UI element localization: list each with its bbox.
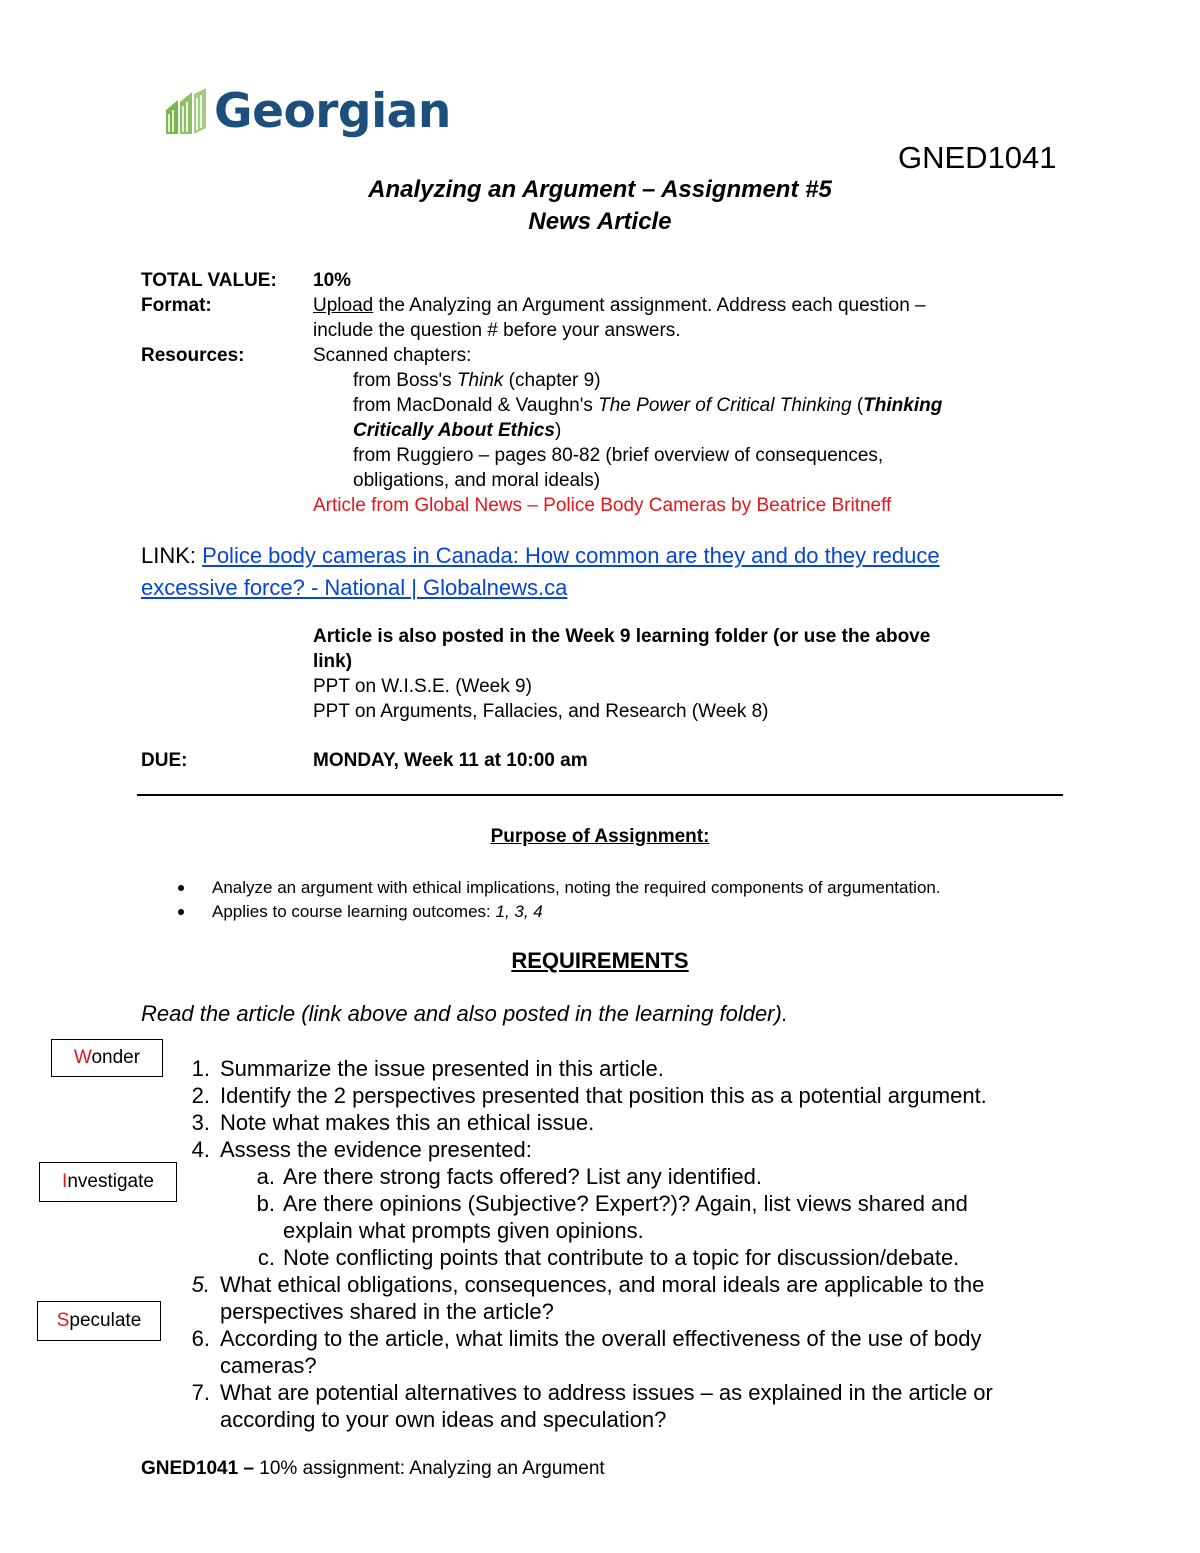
resource-macdonald-2 [353, 420, 561, 442]
speculate-rest: peculate [69, 1310, 142, 1331]
res2-d: Thinking [863, 395, 943, 416]
res2-f: ) [555, 420, 562, 441]
question-text: according to your own ideas and speculation? [220, 1407, 667, 1432]
wonder-rest: onder [91, 1047, 141, 1068]
format-line-1 [313, 295, 926, 317]
footer-text: 10% assignment: Analyzing an Argument [254, 1458, 605, 1479]
res2-e: Critically About Ethics [353, 420, 555, 441]
bullet-icon [178, 909, 184, 915]
question-number: a. [256, 1164, 275, 1189]
format-text-1: the Analyzing an Argument assignment. Address each question – [373, 295, 926, 316]
resource-boss [353, 370, 601, 392]
question-number: c. [257, 1245, 275, 1270]
question-number: 7. [191, 1380, 210, 1405]
resource-macdonald [353, 395, 942, 417]
purpose-bullet-1: Analyze an argument with ethical implications, noting the required components of argumentation. [212, 878, 941, 897]
question-text: Note conflicting points that contribute to a topic for discussion/debate. [283, 1245, 960, 1270]
investigate-first-letter: I [62, 1171, 68, 1192]
question-number: 6. [191, 1326, 210, 1351]
link-label: LINK: [141, 543, 203, 568]
question-text: Note what makes this an ethical issue. [220, 1110, 595, 1135]
question-text: Identify the 2 perspectives presented that position this as a potential argument. [220, 1083, 987, 1108]
question-text: What ethical obligations, consequences, and moral ideals are applicable to the [220, 1272, 985, 1297]
total-value: 10% [313, 270, 352, 291]
purpose-list [178, 876, 941, 924]
format-label: Format: [141, 295, 212, 316]
resources-intro: Scanned chapters: [313, 345, 472, 366]
posted-note-1: Article is also posted in the Week 9 learning folder (or use the above [313, 626, 931, 647]
question-text: Are there opinions (Subjective? Expert?)? Again, list views shared and [283, 1191, 968, 1216]
resource-ruggiero-1: from Ruggiero – pages 80-82 (brief overview of consequences, [353, 445, 884, 466]
georgian-logo [160, 84, 451, 146]
question-number: b. [256, 1191, 275, 1216]
question-number: 5. [191, 1272, 210, 1297]
document-subtitle: News Article [528, 208, 672, 235]
link-block [141, 540, 1041, 604]
question-text: According to the article, what limits the overall effectiveness of the use of body [220, 1326, 982, 1351]
list-item [178, 876, 941, 900]
res2-b: The Power of Critical Thinking [598, 395, 852, 416]
article-link-text-2: excessive force? - National | Globalnews.ca [141, 575, 568, 600]
question-text: Summarize the issue presented in this article. [220, 1056, 664, 1081]
read-instruction: Read the article (link above and also posted in the learning folder). [141, 1001, 788, 1026]
purpose-bullet-2: Applies to course learning outcomes: [212, 902, 496, 921]
footer-code: GNED1041 – [141, 1458, 255, 1479]
question-text: Assess the evidence presented: [220, 1137, 532, 1162]
article-link[interactable] [141, 543, 940, 600]
resource-ruggiero-2: obligations, and moral ideals) [353, 470, 601, 491]
res1-b: Think [456, 370, 504, 391]
question-text: What are potential alternatives to address issues – as explained in the article or [220, 1380, 993, 1405]
investigate-box [39, 1162, 177, 1202]
document-title: Analyzing an Argument – Assignment #5 [368, 176, 832, 203]
wonder-box [51, 1039, 163, 1077]
question-text: perspectives shared in the article? [220, 1299, 554, 1324]
purpose-heading: Purpose of Assignment: [490, 826, 710, 847]
posted-note-2: link) [313, 651, 353, 672]
georgian-leaf-icon [160, 88, 212, 140]
total-value-label: TOTAL VALUE: [141, 270, 277, 291]
question-number: 4. [191, 1137, 210, 1162]
list-item [178, 900, 941, 924]
format-line-2: include the question # before your answers. [313, 320, 681, 341]
due-value: MONDAY, Week 11 at 10:00 am [313, 750, 588, 771]
ppt-wise: PPT on W.I.S.E. (Week 9) [313, 676, 532, 697]
resources-label: Resources: [141, 345, 245, 366]
question-text: explain what prompts given opinions. [283, 1218, 644, 1243]
question-number: 1. [191, 1056, 210, 1081]
res2-c: ( [851, 395, 864, 416]
upload-word: Upload [313, 295, 374, 316]
wonder-first-letter: W [73, 1047, 92, 1068]
question-text: cameras? [220, 1353, 317, 1378]
article-line: Article from Global News – Police Body Cameras by Beatrice Britneff [313, 495, 892, 516]
learning-outcomes: 1, 3, 4 [495, 902, 543, 921]
ppt-arguments: PPT on Arguments, Fallacies, and Research (Week 8) [313, 701, 769, 722]
section-divider [137, 794, 1063, 796]
res1-a: from Boss's [353, 370, 457, 391]
res2-a: from MacDonald & Vaughn's [353, 395, 599, 416]
bullet-icon [178, 885, 184, 891]
speculate-box [37, 1301, 161, 1341]
article-link-text-1: Police body cameras in Canada: How common are they and do they reduce [202, 543, 940, 568]
logo-text: Georgian [214, 84, 451, 139]
res1-c: (chapter 9) [503, 370, 601, 391]
question-text: Are there strong facts offered? List any identified. [283, 1164, 762, 1189]
question-number: 3. [191, 1110, 210, 1135]
requirements-heading: REQUIREMENTS [511, 948, 689, 973]
course-code: GNED1041 [898, 140, 1057, 175]
speculate-first-letter: S [56, 1310, 70, 1331]
due-label: DUE: [141, 750, 188, 771]
footer [141, 1458, 605, 1480]
investigate-rest: nvestigate [67, 1171, 154, 1192]
question-number: 2. [191, 1083, 210, 1108]
